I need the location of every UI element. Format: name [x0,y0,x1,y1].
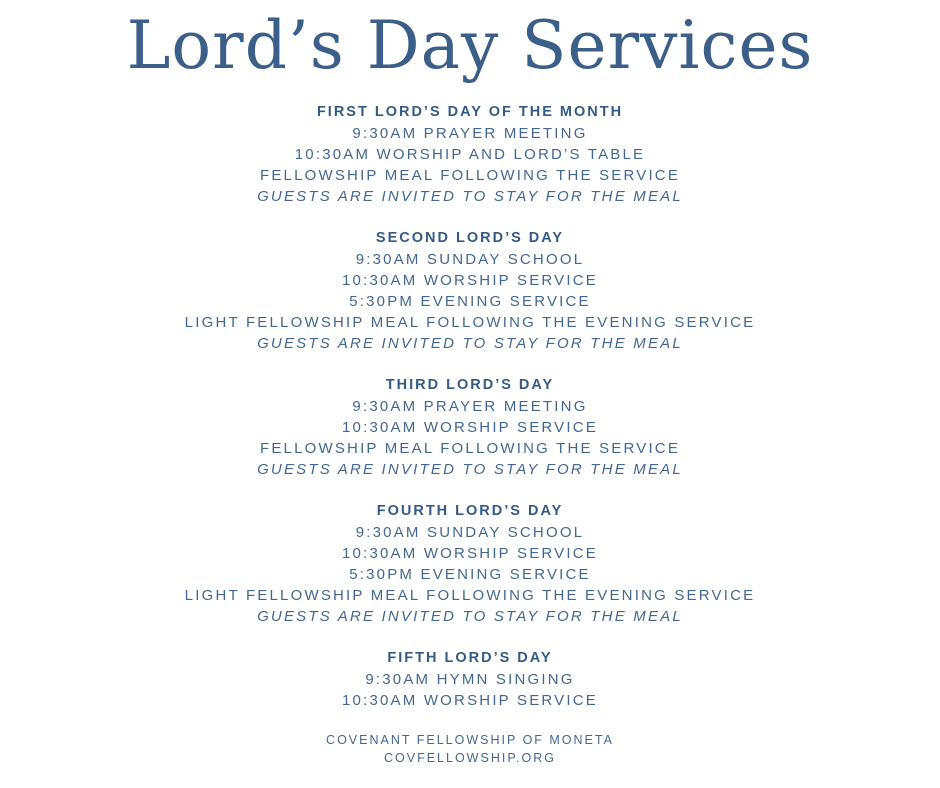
schedule-item: 9:30AM PRAYER MEETING [352,398,588,415]
section-heading: FIRST LORD’S DAY OF THE MONTH [316,104,624,120]
section-heading: SECOND LORD’S DAY [375,230,565,246]
guest-note: GUESTS ARE INVITED TO STAY FOR THE MEAL [257,608,683,625]
schedule-item: LIGHT FELLOWSHIP MEAL FOLLOWING THE EVENING SERVICE [184,314,756,331]
page-title: Lord’s Day Services [126,7,814,84]
schedule-item: 10:30AM WORSHIP SERVICE [342,272,598,289]
schedule-section-third [0,375,940,480]
section-heading: THIRD LORD’S DAY [385,377,555,393]
schedule-section-fifth [0,648,940,711]
schedule-item: FELLOWSHIP MEAL FOLLOWING THE SERVICE [259,167,681,184]
section-heading: FOURTH LORD’S DAY [376,503,564,519]
schedule-section-second [0,228,940,354]
guest-note: GUESTS ARE INVITED TO STAY FOR THE MEAL [257,461,683,478]
schedule-section-first [0,102,940,207]
schedule-item: 10:30AM WORSHIP SERVICE [342,545,598,562]
schedule-item: 5:30PM EVENING SERVICE [349,293,591,310]
schedule-item: LIGHT FELLOWSHIP MEAL FOLLOWING THE EVENING SERVICE [184,587,756,604]
schedule-item: 9:30AM SUNDAY SCHOOL [355,524,585,541]
website-link[interactable]: COVFELLOWSHIP.ORG [384,751,556,765]
footer [0,731,940,767]
schedule-item: 10:30AM WORSHIP SERVICE [342,692,598,709]
schedule-item: 9:30AM PRAYER MEETING [352,125,588,142]
schedule-item: 9:30AM SUNDAY SCHOOL [355,251,585,268]
schedule-item: 10:30AM WORSHIP AND LORD’S TABLE [294,146,646,163]
section-heading: FIFTH LORD’S DAY [387,650,553,666]
guest-note: GUESTS ARE INVITED TO STAY FOR THE MEAL [257,188,683,205]
schedule-list [0,102,940,732]
schedule-item: 10:30AM WORSHIP SERVICE [342,419,598,436]
schedule-item: 9:30AM HYMN SINGING [365,671,575,688]
guest-note: GUESTS ARE INVITED TO STAY FOR THE MEAL [257,335,683,352]
schedule-item: FELLOWSHIP MEAL FOLLOWING THE SERVICE [259,440,681,457]
schedule-item: 5:30PM EVENING SERVICE [349,566,591,583]
schedule-section-fourth [0,501,940,627]
organization-name: COVENANT FELLOWSHIP OF MONETA [326,733,614,747]
